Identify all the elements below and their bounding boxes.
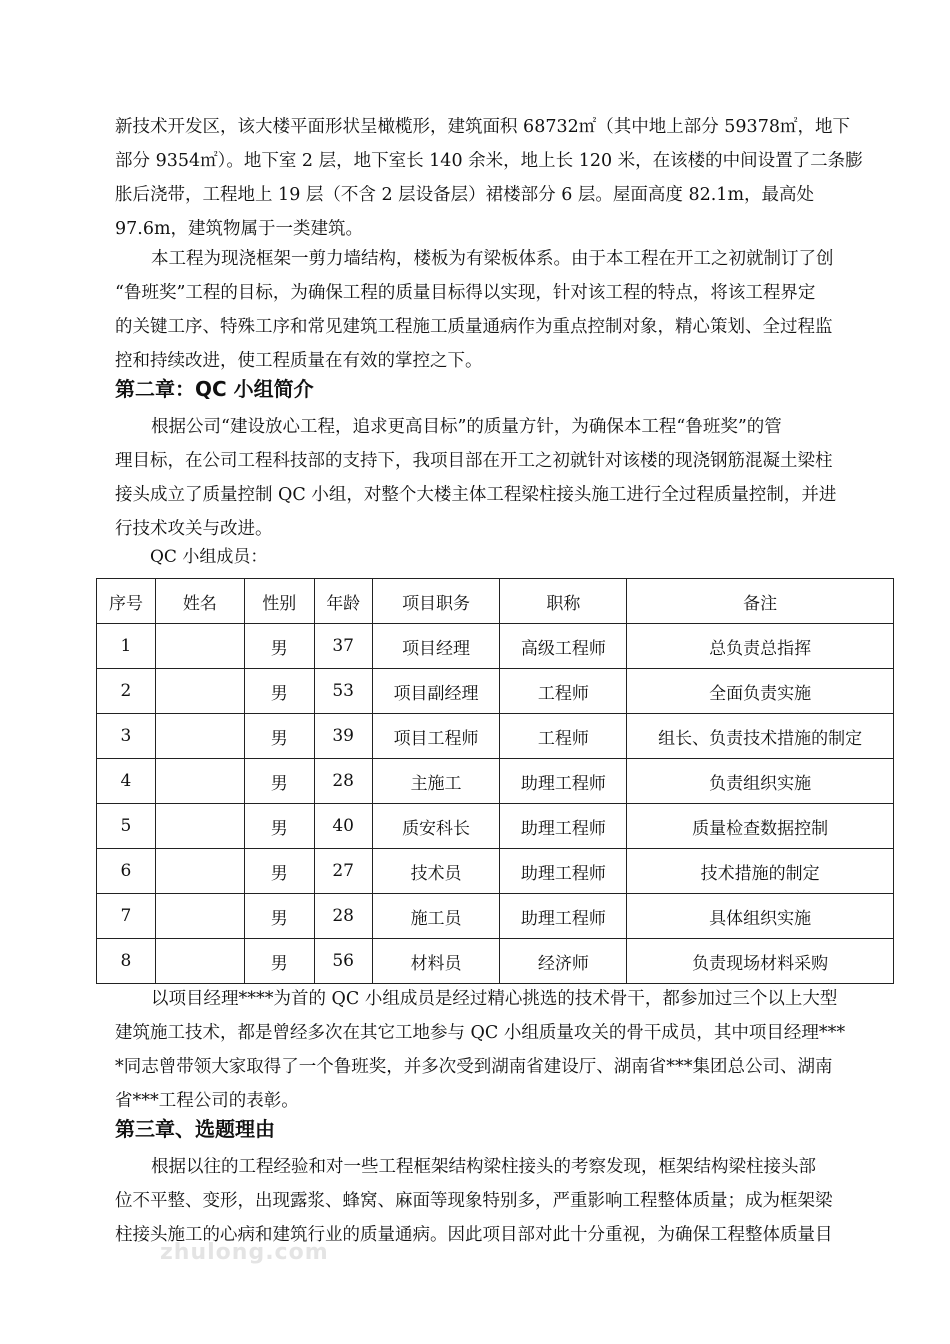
cell-remark: 负责组织实施	[627, 759, 894, 804]
cell-title: 高级工程师	[500, 624, 627, 669]
watermark: zhulong.com	[160, 1240, 329, 1265]
intro-line: 新技术开发区，该大楼平面形状呈橄榄形，建筑面积 68732㎡（其中地上部分 59378㎡，地下	[115, 117, 850, 137]
structure-line: 的关键工序、特殊工序和常见建筑工程施工质量通病作为重点控制对象，精心策划、全过程监	[115, 317, 833, 337]
cell-name	[155, 849, 244, 894]
structure-line: “鲁班奖”工程的目标，为确保工程的质量目标得以实现，针对该工程的特点，将该工程界定	[115, 283, 816, 303]
cell-name	[155, 804, 244, 849]
structure-paragraph	[115, 242, 901, 378]
cell-age: 53	[314, 669, 372, 714]
cell-name	[155, 759, 244, 804]
cell-gender: 男	[244, 939, 314, 984]
cell-position: 项目工程师	[372, 714, 500, 759]
members-caption: QC 小组成员：	[150, 547, 268, 567]
cell-age: 27	[314, 849, 372, 894]
header-name: 姓名	[155, 579, 244, 624]
cell-age: 40	[314, 804, 372, 849]
cell-gender: 男	[244, 849, 314, 894]
cell-index: 2	[97, 669, 156, 714]
cell-age: 28	[314, 894, 372, 939]
cell-position: 项目经理	[372, 624, 500, 669]
cell-position: 质安科长	[372, 804, 500, 849]
team-note-line: 以项目经理****为首的 QC 小组成员是经过精心挑选的技术骨干，都参加过三个以上大型	[151, 989, 838, 1009]
cell-remark: 具体组织实施	[627, 894, 894, 939]
cell-index: 4	[97, 759, 156, 804]
cell-title: 经济师	[500, 939, 627, 984]
table-row	[97, 624, 894, 669]
intro-line: 胀后浇带，工程地上 19 层（不含 2 层设备层）裙楼部分 6 层。屋面高度 82.1m，最高处	[115, 185, 815, 205]
cell-title: 助理工程师	[500, 894, 627, 939]
cell-position: 技术员	[372, 849, 500, 894]
header-position: 项目职务	[372, 579, 500, 624]
team-note-line: *同志曾带领大家取得了一个鲁班奖，并多次受到湖南省建设厅、湖南省***集团总公司、湖南	[115, 1057, 833, 1077]
chapter2-line: 理目标，在公司工程科技部的支持下，我项目部在开工之初就针对该楼的现浇钢筋混凝土梁柱	[115, 451, 833, 471]
header-title: 职称	[500, 579, 627, 624]
structure-line: 本工程为现浇框架一剪力墙结构，楼板为有梁板体系。由于本工程在开工之初就制订了创	[151, 249, 834, 269]
cell-index: 7	[97, 894, 156, 939]
cell-index: 1	[97, 624, 156, 669]
header-index: 序号	[97, 579, 156, 624]
intro-line: 部分 9354㎡）。地下室 2 层，地下室长 140 余米，地上长 120 米，在该楼的中间设置了二条膨	[115, 151, 863, 171]
cell-position: 施工员	[372, 894, 500, 939]
chapter3-line: 柱接头施工的心病和建筑行业的质量通病。因此项目部对此十分重视，为确保工程整体质量目	[115, 1225, 833, 1245]
cell-remark: 技术措施的制定	[627, 849, 894, 894]
cell-gender: 男	[244, 894, 314, 939]
cell-gender: 男	[244, 759, 314, 804]
table-row	[97, 894, 894, 939]
cell-age: 37	[314, 624, 372, 669]
structure-line: 控和持续改进，使工程质量在有效的掌控之下。	[115, 351, 483, 371]
cell-index: 6	[97, 849, 156, 894]
table-row	[97, 939, 894, 984]
cell-title: 助理工程师	[500, 849, 627, 894]
cell-age: 39	[314, 714, 372, 759]
header-remark: 备注	[627, 579, 894, 624]
chapter2-line: 接头成立了质量控制 QC 小组，对整个大楼主体工程梁柱接头施工进行全过程质量控制，并进	[115, 485, 837, 505]
cell-name	[155, 939, 244, 984]
table-row	[97, 669, 894, 714]
cell-index: 8	[97, 939, 156, 984]
header-age: 年龄	[314, 579, 372, 624]
cell-gender: 男	[244, 624, 314, 669]
chapter2-paragraph	[115, 410, 901, 546]
cell-gender: 男	[244, 669, 314, 714]
cell-title: 工程师	[500, 669, 627, 714]
cell-remark: 质量检查数据控制	[627, 804, 894, 849]
cell-gender: 男	[244, 804, 314, 849]
cell-name	[155, 669, 244, 714]
members-table	[96, 578, 894, 984]
intro-line: 97.6m，建筑物属于一类建筑。	[115, 219, 364, 239]
table-row	[97, 714, 894, 759]
chapter2-heading: 第二章：QC 小组简介	[115, 377, 314, 401]
chapter3-line: 根据以往的工程经验和对一些工程框架结构梁柱接头的考察发现，框架结构梁柱接头部	[151, 1157, 816, 1177]
cell-index: 3	[97, 714, 156, 759]
cell-remark: 全面负责实施	[627, 669, 894, 714]
cell-index: 5	[97, 804, 156, 849]
cell-age: 28	[314, 759, 372, 804]
cell-title: 助理工程师	[500, 804, 627, 849]
cell-title: 工程师	[500, 714, 627, 759]
team-note-line: 建筑施工技术，都是曾经多次在其它工地参与 QC 小组质量攻关的骨干成员，其中项目经理***	[115, 1023, 846, 1043]
chapter3-line: 位不平整、变形，出现露浆、蜂窝、麻面等现象特别多，严重影响工程整体质量；成为框架梁	[115, 1191, 833, 1211]
table-header-row	[97, 579, 894, 624]
table-row	[97, 849, 894, 894]
cell-title: 助理工程师	[500, 759, 627, 804]
cell-gender: 男	[244, 714, 314, 759]
intro-paragraph	[115, 110, 901, 246]
cell-remark: 总负责总指挥	[627, 624, 894, 669]
cell-name	[155, 714, 244, 759]
team-note-paragraph	[115, 982, 901, 1118]
chapter3-heading: 第三章、选题理由	[115, 1117, 275, 1141]
chapter2-line: 根据公司“建设放心工程，追求更高目标”的质量方针，为确保本工程“鲁班奖”的管	[151, 417, 782, 437]
table-row	[97, 759, 894, 804]
cell-position: 材料员	[372, 939, 500, 984]
chapter2-line: 行技术攻关与改进。	[115, 519, 273, 539]
cell-name	[155, 624, 244, 669]
header-gender: 性别	[244, 579, 314, 624]
cell-position: 主施工	[372, 759, 500, 804]
cell-age: 56	[314, 939, 372, 984]
team-note-line: 省***工程公司的表彰。	[115, 1091, 299, 1111]
table-row	[97, 804, 894, 849]
cell-remark: 负责现场材料采购	[627, 939, 894, 984]
chapter3-paragraph	[115, 1150, 901, 1252]
cell-name	[155, 894, 244, 939]
cell-remark: 组长、负责技术措施的制定	[627, 714, 894, 759]
cell-position: 项目副经理	[372, 669, 500, 714]
